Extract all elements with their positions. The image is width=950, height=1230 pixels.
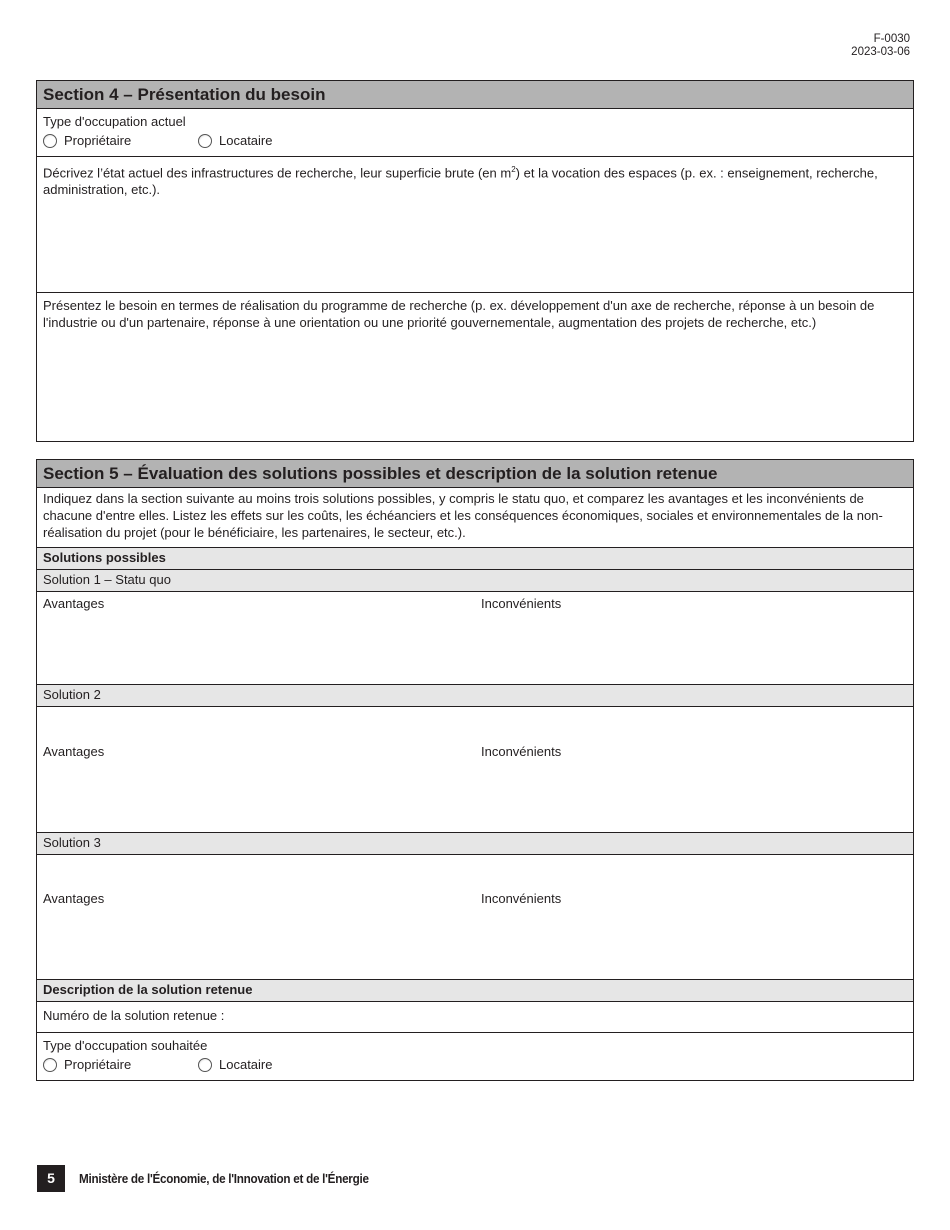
form-date: 2023-03-06 — [851, 46, 910, 58]
solution-3-fields — [37, 855, 913, 980]
infrastructure-description-field[interactable] — [37, 157, 913, 293]
radio-circle-icon[interactable] — [43, 1058, 57, 1072]
current-tenant-radio[interactable] — [198, 133, 272, 148]
current-occupation-row — [37, 109, 913, 157]
desired-occupation-label: Type d'occupation souhaitée — [43, 1038, 208, 1053]
solution-2-fields — [37, 707, 913, 833]
desired-owner-label: Propriétaire — [64, 1057, 132, 1072]
section-5-intro-row — [37, 488, 913, 548]
radio-circle-icon[interactable] — [198, 1058, 212, 1072]
solution-3-heading: Solution 3 — [37, 833, 913, 855]
solutions-heading: Solutions possibles — [37, 548, 913, 570]
need-description-field[interactable] — [37, 293, 913, 440]
solution-2-heading: Solution 2 — [37, 685, 913, 707]
section-4-title: Section 4 – Présentation du besoin — [37, 81, 913, 109]
section-5 — [36, 459, 914, 1081]
solution-1-heading: Solution 1 – Statu quo — [37, 570, 913, 592]
solution-2-disadvantages-field[interactable]: Inconvénients — [481, 744, 562, 759]
page-number: 5 — [37, 1165, 65, 1192]
retained-number-field[interactable]: Numéro de la solution retenue : — [43, 1008, 225, 1023]
section-5-title: Section 5 – Évaluation des solutions possibles et description de la solution retenue — [37, 460, 913, 488]
section-4 — [36, 80, 914, 442]
solution-3-disadvantages-field[interactable]: Inconvénients — [481, 891, 562, 906]
current-owner-radio[interactable] — [43, 133, 131, 148]
need-prompt: Présentez le besoin en termes de réalisation du programme de recherche (p. ex. développement d'un axe de recherche, réponse à un besoin de l'industrie ou d'un partenaire, réponse à une orientation ou une priorité gouvernementale, augmentation des projets de recherche, etc.) — [43, 298, 875, 330]
section-5-intro: Indiquez dans la section suivante au moins trois solutions possibles, y compris le statu quo, et comparez les avantages et les inconvénients de chacune d'entre elles. Listez les effets sur les coûts, les échéanciers et les conséquences économiques, sociales et environnementales de la non-réalisation du projet (pour le bénéficiaire, les partenaires, le secteur, etc.). — [43, 491, 883, 540]
form-reference — [851, 33, 910, 59]
radio-circle-icon[interactable] — [198, 134, 212, 148]
desired-tenant-label: Locataire — [219, 1057, 273, 1072]
radio-circle-icon[interactable] — [43, 134, 57, 148]
solution-1-fields — [37, 592, 913, 685]
current-occupation-label: Type d'occupation actuel — [43, 114, 186, 129]
ministry-name: Ministère de l'Économie, de l'Innovation et de l'Énergie — [79, 1171, 369, 1186]
solution-3-advantages-field[interactable]: Avantages — [43, 891, 105, 906]
retained-solution-heading: Description de la solution retenue — [37, 980, 913, 1002]
solution-1-disadvantages-field[interactable]: Inconvénients — [481, 596, 562, 611]
retained-number-row — [37, 1002, 913, 1033]
current-tenant-label: Locataire — [219, 133, 273, 148]
current-owner-label: Propriétaire — [64, 133, 132, 148]
desired-owner-radio[interactable] — [43, 1057, 131, 1072]
solution-1-advantages-field[interactable]: Avantages — [43, 596, 105, 611]
solution-2-advantages-field[interactable]: Avantages — [43, 744, 105, 759]
infrastructure-prompt: Décrivez l’état actuel des infrastructures de recherche, leur superficie brute (en $m^2$) et la vocation des espaces (p. ex. : enseignement, recherche, administration, etc.). — [43, 165, 878, 198]
desired-tenant-radio[interactable] — [198, 1057, 272, 1072]
desired-occupation-row — [37, 1033, 913, 1080]
form-number: F-0030 — [873, 33, 910, 45]
